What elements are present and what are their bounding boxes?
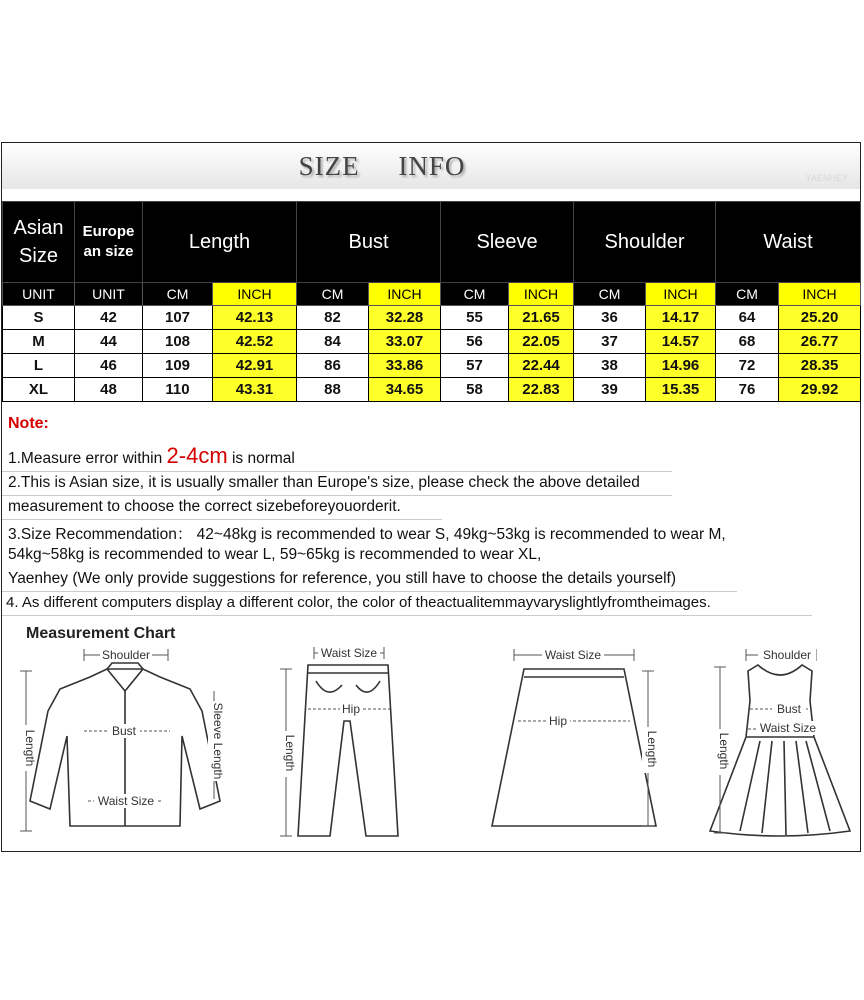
table-cell: 38 (574, 354, 646, 378)
unit-cell: CM (574, 283, 646, 306)
table-cell: 82 (297, 306, 369, 330)
table-cell: 109 (143, 354, 213, 378)
skirt-diagram (480, 641, 670, 846)
table-cell: 14.96 (646, 354, 716, 378)
header-length: Length (143, 202, 297, 283)
table-cell: 107 (143, 306, 213, 330)
unit-cell: UNIT (75, 283, 143, 306)
shirt-illustration (12, 641, 237, 846)
table-cell: 22.83 (509, 378, 574, 402)
shirt-diagram (12, 641, 237, 846)
table-row (3, 378, 861, 402)
note-line-4: 4. As different computers display a different color, the color of theactualitemmayvaryslightlyfromtheimages. (6, 594, 711, 611)
skirt-length-label: Length (645, 730, 659, 768)
table-cell: 28.35 (779, 354, 861, 378)
table-cell: 14.17 (646, 306, 716, 330)
note-title: Note: (8, 415, 49, 432)
table-cell: 33.07 (369, 330, 441, 354)
table-cell: 110 (143, 378, 213, 402)
note-line-3c: Yaenhey (We only provide suggestions for reference, you still have to choose the details yourself) (8, 570, 677, 587)
note-line-2a: 2.This is Asian size, it is usually smaller than Europe's size, please check the above detailed (8, 474, 640, 491)
unit-cell: INCH (646, 283, 716, 306)
title-size: SIZE (298, 151, 360, 181)
dress-bust-label: Bust (776, 702, 802, 716)
table-cell: 22.05 (509, 330, 574, 354)
table-cell: 39 (574, 378, 646, 402)
dress-illustration (700, 641, 860, 846)
unit-cell: CM (716, 283, 779, 306)
table-cell: 88 (297, 378, 369, 402)
table-cell: 36 (574, 306, 646, 330)
shirt-bust-label: Bust (111, 724, 137, 738)
unit-cell: CM (297, 283, 369, 306)
measurement-chart-title: Measurement Chart (26, 625, 176, 642)
table-cell: 42 (75, 306, 143, 330)
skirt-waist-label: Waist Size (544, 648, 602, 662)
table-cell: 46 (75, 354, 143, 378)
table-cell: 29.92 (779, 378, 861, 402)
table-cell: XL (3, 378, 75, 402)
title-band (2, 143, 860, 189)
pants-length-label: Length (283, 734, 297, 772)
table-row (3, 306, 861, 330)
table-cell: S (3, 306, 75, 330)
table-cell: L (3, 354, 75, 378)
table-cell: 32.28 (369, 306, 441, 330)
pants-diagram (270, 641, 420, 846)
skirt-hip-label: Hip (548, 714, 568, 728)
table-row (3, 330, 861, 354)
table-cell: 42.13 (213, 306, 297, 330)
table-cell: 64 (716, 306, 779, 330)
table-cell: 25.20 (779, 306, 861, 330)
table-cell: 42.52 (213, 330, 297, 354)
watermark: YAENHEY (805, 173, 848, 183)
table-cell: 84 (297, 330, 369, 354)
header-asian-size: Asian Size (3, 202, 75, 283)
unit-cell: INCH (213, 283, 297, 306)
shirt-shoulder-label: Shoulder (101, 648, 151, 662)
note-line-3a: 3.Size Recommendation： 42~48kg is recommended to wear S, 49kg~53kg is recommended to wear M, (8, 526, 726, 543)
table-cell: 48 (75, 378, 143, 402)
shirt-waist-label: Waist Size (97, 794, 155, 808)
table-cell: 72 (716, 354, 779, 378)
divider (2, 519, 442, 520)
header-shoulder: Shoulder (574, 202, 716, 283)
table-header-row (3, 202, 861, 283)
units-row (3, 283, 861, 306)
table-cell: 42.91 (213, 354, 297, 378)
page-title (2, 151, 762, 182)
unit-cell: INCH (779, 283, 861, 306)
table-cell: 22.44 (509, 354, 574, 378)
table-cell: 55 (441, 306, 509, 330)
table-cell: 108 (143, 330, 213, 354)
table-cell: 15.35 (646, 378, 716, 402)
dress-waist-label: Waist Size (759, 721, 817, 735)
measure-error-value: 2-4cm (166, 443, 228, 468)
header-europe-size: Europe an size (75, 202, 143, 283)
table-row (3, 354, 861, 378)
dress-shoulder-label: Shoulder (762, 648, 812, 662)
unit-cell: INCH (509, 283, 574, 306)
unit-cell: CM (441, 283, 509, 306)
table-cell: 34.65 (369, 378, 441, 402)
note-line-3b: 54kg~58kg is recommended to wear L, 59~65kg is recommended to wear XL, (8, 546, 542, 563)
table-cell: 26.77 (779, 330, 861, 354)
divider (2, 471, 672, 472)
table-cell: 44 (75, 330, 143, 354)
header-waist: Waist (716, 202, 861, 283)
divider (2, 591, 737, 592)
pants-illustration (270, 641, 420, 846)
pants-hip-label: Hip (341, 702, 361, 716)
divider (2, 495, 672, 496)
note-line-1: 1.Measure error within 2-4cm is normal (8, 443, 295, 468)
skirt-illustration (480, 641, 670, 846)
unit-cell: UNIT (3, 283, 75, 306)
table-cell: 86 (297, 354, 369, 378)
note-line-2b: measurement to choose the correct sizebeforeyouorderit. (8, 498, 401, 515)
table-cell: 33.86 (369, 354, 441, 378)
table-cell: 76 (716, 378, 779, 402)
dress-length-label: Length (717, 732, 731, 770)
shirt-length-label: Length (23, 729, 37, 767)
table-cell: 43.31 (213, 378, 297, 402)
size-table (2, 201, 861, 402)
table-cell: 37 (574, 330, 646, 354)
table-cell: 56 (441, 330, 509, 354)
table-cell: 21.65 (509, 306, 574, 330)
table-cell: 57 (441, 354, 509, 378)
table-cell: M (3, 330, 75, 354)
table-cell: 14.57 (646, 330, 716, 354)
shirt-sleeve-label: Sleeve Length (211, 702, 225, 780)
dress-diagram (700, 641, 860, 846)
size-info-panel (1, 142, 861, 852)
unit-cell: INCH (369, 283, 441, 306)
table-cell: 68 (716, 330, 779, 354)
table-cell: 58 (441, 378, 509, 402)
header-sleeve: Sleeve (441, 202, 574, 283)
divider (2, 615, 812, 616)
unit-cell: CM (143, 283, 213, 306)
pants-waist-label: Waist Size (320, 646, 378, 660)
header-bust: Bust (297, 202, 441, 283)
title-info: INFO (398, 151, 466, 181)
